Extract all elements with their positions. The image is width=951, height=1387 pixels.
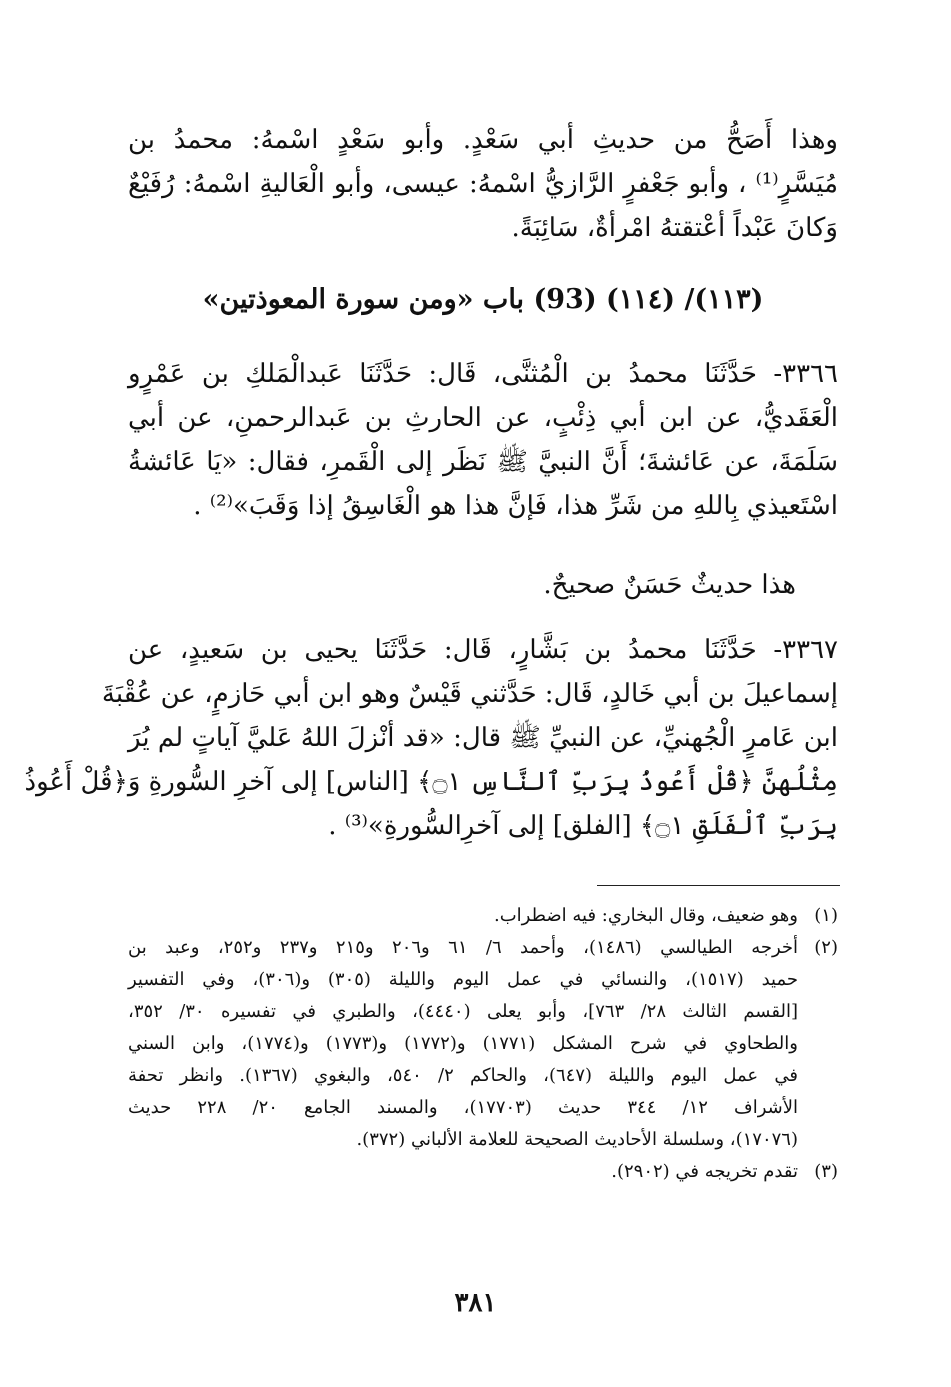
- footnote-2-line-7: (١٧٠٧٦)، وسلسلة الأحاديث الصحيحة للعلامة الألباني (٣٧٢).: [356, 1129, 798, 1150]
- hadith-3367-line-1: ٣٣٦٧- حَدَّثَنَا محمدُ بن بَشَّارٍ، قَال: حَدَّثَنَا يحيى بن سَعيدٍ، عن: [128, 635, 838, 665]
- footnote-number: (٣): [814, 1161, 838, 1182]
- footnote-1-line-1: وهو ضعيف، وقال البخاري: فيه اضطراب.: [494, 905, 798, 926]
- footnote-2-line-5: في عمل اليوم والليلة (٦٤٧)، والحاكم ٢/ ٥٤٠، والبغوي (١٣٦٧). وانظر تحفة: [128, 1065, 798, 1086]
- hadith-3367: [24, 628, 838, 848]
- footnote-3: [128, 1156, 838, 1188]
- hadith-3366-line-4: اسْتَعيذي بِاللهِ من شَرِّ هذا، فَإنَّ هذا هو الْغَاسِقُ إذا وَقَبَ»⁽²⁾ .: [193, 491, 838, 521]
- hadith-3366-line-2: الْعَقَديُّ، عن ابن أبي ذِئْبٍ، عن الحارثِ بن عَبدالرحمنِ، عن أبي: [128, 403, 838, 433]
- hadith-3367-line-5: بِرَبِّ ٱلْفَلَقِ ۝١﴾ [الفلق] إلى آخرِالسُّورةِ»⁽³⁾ .: [328, 811, 838, 841]
- footnote-2-line-2: حميد (١٥١٧)، والنسائي في عمل اليوم والليلة (٣٠٥) و(٣٠٦)، وفي التفسير: [128, 969, 798, 990]
- intro-line-2: مُيَسَّرٍ⁽¹⁾ ، وأبو جَعْفرٍ الرَّازيُّ اسْمهُ: عيسى، وأبو الْعَاليةِ اسْمهُ: رُفَيْعٌ: [128, 169, 838, 199]
- footnote-2-line-1: أخرجه الطيالسي (١٤٨٦)، وأحمد ٦/ ٦١ و٢٠٦ و٢١٥ و٢٣٧ و٢٥٢، وعبد بن: [128, 937, 799, 958]
- footnotes: [128, 900, 838, 1188]
- footnote-number: (١): [814, 905, 838, 926]
- hadith-3367-line-4: مِثْلُهنَّ ﴿قُلْ أَعُوذُ بِرَبِّ ٱلنَّاسِ ۝١﴾ [الناس] إلى آخرِ السُّورةِ وَ﴿قُلْ أَعُوذُ: [24, 767, 838, 797]
- footnote-2-line-6: الأشراف ١٢/ ٣٤٤ حديث (١٧٧٠٣)، والمسند الجامع ٢٠/ ٢٢٨ حديث: [128, 1097, 798, 1118]
- footnote-2: [128, 932, 838, 1156]
- hadith-3367-line-2: إسماعيلَ بن أبي خَالدٍ، قَال: حَدَّثني قَيْسٌ وهو ابن أبي حَازمٍ، عن عُقْبَةَ: [101, 679, 838, 709]
- chapter-heading: (١١٣)/ (١١٤) (93) باب «ومن سورة المعوذتين»: [202, 284, 764, 315]
- footnote-number: (٢): [814, 937, 838, 958]
- hadith-3366-grading: [128, 563, 838, 607]
- footnote-1: [128, 900, 838, 932]
- intro-paragraph: [128, 118, 838, 250]
- footnote-separator: [597, 885, 840, 886]
- hadith-3366-line-3: سَلَمَةَ، عن عَائشةَ؛ أَنَّ النبيَّ ﷺ نَظَر إلى الْقَمرِ، فقال: «يَا عَائشةُ: [128, 447, 838, 477]
- intro-line-3: وَكانَ عَبْداً أعْتقتهُ امْرأةٌ، سَائِبَةً.: [511, 213, 838, 243]
- hadith-3366: [128, 352, 838, 528]
- footnote-3-line-1: تقدم تخريجه في (٢٩٠٢).: [611, 1161, 798, 1182]
- page-number: ٣٨١: [454, 1288, 497, 1318]
- hadith-3367-line-3: ابن عَامرٍ الْجُهنيِّ، عن النبيِّ ﷺ قال: «قد أنْزلَ اللهُ عَليَّ آياتٍ لم يُرَ: [128, 723, 838, 753]
- footnote-2-line-4: والطحاوي في شرح المشكل (١٧٧١) و(١٧٧٢) و(١٧٧٣) و(١٧٧٤)، وابن السني: [128, 1033, 798, 1054]
- footnote-2-line-3: [القسم الثالث ٢٨/ ٧٦٣]، وأبو يعلى (٤٤٤٠)، والطبري في تفسيره ٣٠/ ٣٥٢،: [128, 1001, 798, 1022]
- hadith-3366-line-1: ٣٣٦٦- حَدَّثَنَا محمدُ بن الْمُثنَّى، قَال: حَدَّثَنَا عَبدالْمَلكِ بن عَمْرٍو: [128, 359, 838, 389]
- grading-line: هذا حديثٌ حَسَنٌ صحيحٌ.: [543, 570, 796, 600]
- intro-line-1: وهذا أَصَحُّ من حديثِ أبي سَعْدٍ. وأبو سَعْدٍ اسْمهُ: محمدُ بن: [128, 125, 838, 155]
